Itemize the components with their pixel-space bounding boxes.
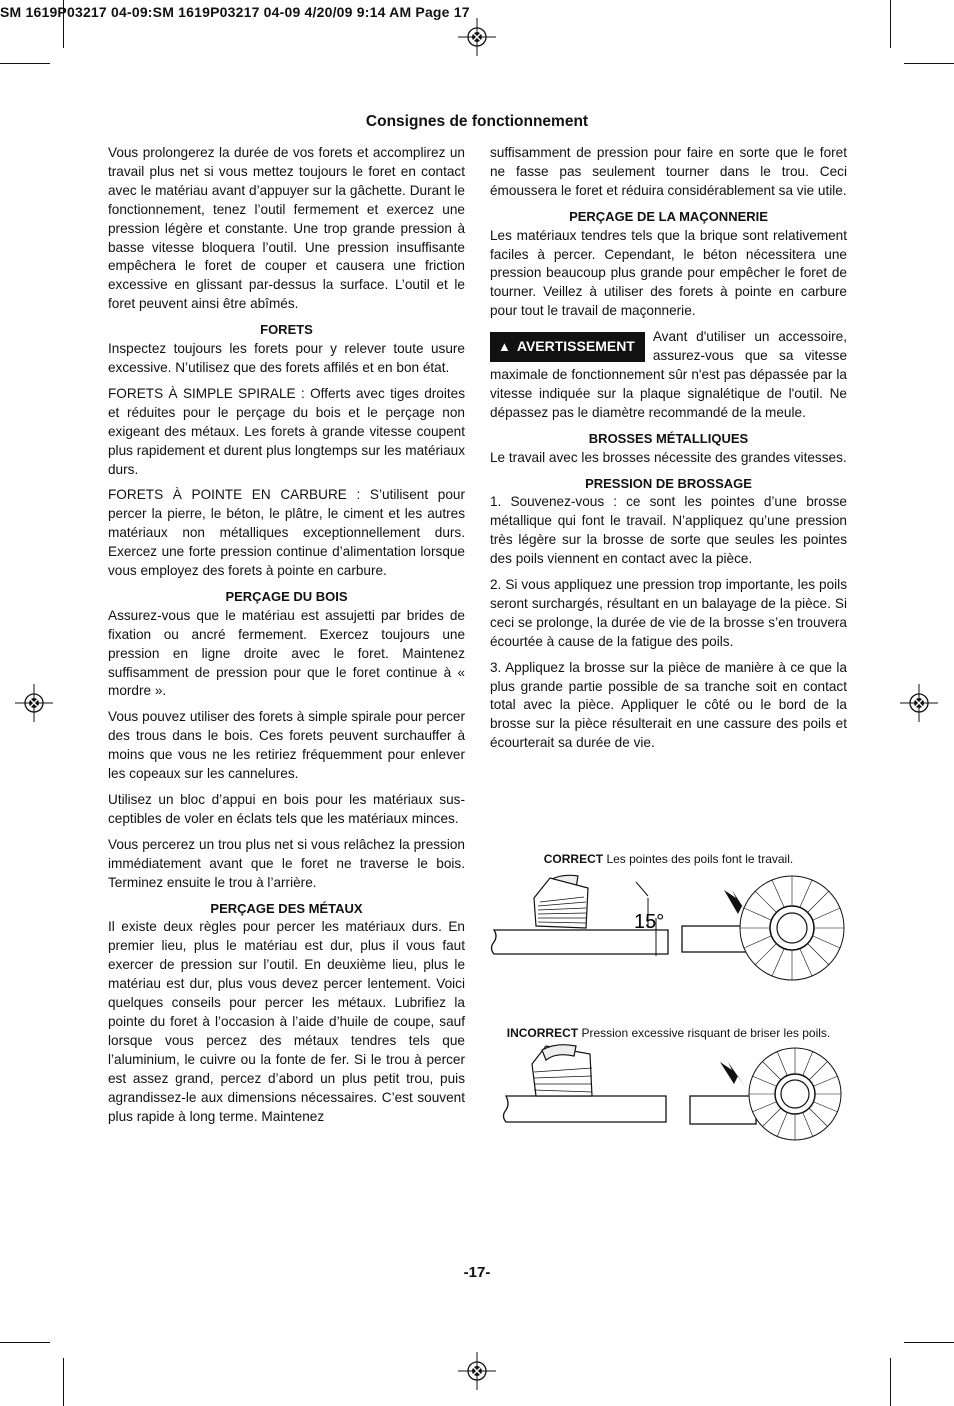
paragraph: Les matériaux tendres tels que la brique sont relativement faciles à percer. Cependant, le béton nécessitera une pression beaucoup plus grande pour empêcher le foret de tourner. Veillez à utiliser des forets à pointe en carbure pour tout le travail de maçonnerie. (490, 227, 847, 319)
warning-label-text: AVERTISSEMENT (516, 338, 635, 355)
incorrect-brushing-illustration (500, 1042, 850, 1152)
paragraph: Le travail avec les brosses nécessite des grandes vitesses. (490, 449, 847, 465)
section-heading: PRESSION DE BROSSAGE (585, 475, 752, 491)
warning-label (490, 332, 645, 362)
figure-caption-incorrect (490, 1025, 847, 1041)
crop-mark (0, 63, 50, 64)
left-column (108, 144, 465, 1133)
paragraph: Utilisez un bloc d’appui en bois pour les matériaux sus-ceptibles de voler en éclats tels que les matériaux minces. (108, 792, 465, 826)
caption-text: Les pointes des poils font le travail. (606, 852, 794, 866)
page-title: Consignes de fonctionnement (365, 113, 589, 130)
angle-label: 15° (634, 911, 665, 933)
paragraph: FORETS À POINTE EN CARBURE : S’utilisent pour percer la pierre, le béton, le plâtre, le ciment et les autres matériaux non métalliques exceptionnellement durs. Exercez une forte pression continue d’alimentation lorsque vous employez des forets à pointe en carbure. (108, 487, 465, 579)
registration-mark-icon (458, 1352, 496, 1390)
warning-text: Avant d'utiliser un accessoire, assurez-vous que sa vitesse maximale de fonctionnement sûr n'est pas dépassée par la vitesse indiquée sur la plaque signalétique de l'outil. Ne dépassez pas le diamètre recommandé de la meule. (490, 329, 847, 420)
paragraph: 2. Si vous appliquez une pression trop importante, les poils seront surchargés, résultant en un balayage de la pièce. Si ceci se prolonge, la durée de vie de la brosse s’en trouvera écourtée à cause de la fatigue des poils. (490, 577, 847, 649)
paragraph: Vous pouvez utiliser des forets à simple spirale pour percer des trous dans le bois. Ces forets peuvent surchauffer à moins que vous ne les retiriez fréquemment pour enlever les copeaux sur les cannelures. (108, 709, 465, 782)
caption-label: CORRECT (543, 852, 604, 866)
paragraph: Vous percerez un trou plus net si vous relâchez la pression immédiatement avant que le foret ne traverse le bois. Terminez ensuite le trou à l’arrière. (108, 836, 465, 890)
page-number: -17- (463, 1264, 491, 1281)
section-heading: BROSSES MÉTALLIQUES (588, 430, 749, 446)
section-heading: PERÇAGE DU BOIS (225, 588, 348, 604)
paragraph: suffisamment de pression pour faire en sorte que le foret ne fasse pas seulement tourner dans le trou. Ceci émoussera le foret et réduira considérablement sa vie utile. (490, 145, 847, 198)
paragraph: FORETS À SIMPLE SPIRALE : Offerts avec tiges droites et réduites pour le perçage du bois et le perçage non exigeant des métaux. Les forets à grande vitesse coupent plus rapidement et durent plus longtemps sur les matériaux durs. (108, 385, 465, 477)
warning-block (490, 328, 847, 423)
right-column (490, 144, 847, 760)
section-heading: FORETS (260, 322, 313, 338)
paragraph: 1. Souvenez-vous : ce sont les pointes d’une brosse métallique qui font le travail. N’appliquez qu’une pression très légère sur la brosse de sorte que seules les pointes des poils viennent en contact avec la pièce. (490, 494, 847, 567)
section-heading: PERÇAGE DE LA MAÇONNERIE (569, 208, 768, 224)
paragraph: Vous prolongerez la durée de vos forets et accomplirez un travail plus net si vous mettez toujours le foret en contact avec le matériau avant d’appuyer sur la gâchette. Durant le fonctionnement, tenez l’outil fermement et exercez une pression légère et constante. Une trop grande pression à basse vitesse bloquera l’outil. Une pression insuffisante empêchera le foret de couper et causera une friction excessive en glissant par-dessus la surface. L’outil et le foret peuvent ainsi être abîmés. (108, 145, 465, 312)
print-slug: SM 1619P03217 04-09:SM 1619P03217 04-09 4/20/09 9:14 AM Page 17 (0, 4, 470, 20)
paragraph: 3. Appliquez la brosse sur la pièce de manière à ce que la plus grande partie possible de sa tranche soit en contact total avec la pièce. Appliquer le côté ou le bord de la brosse sur la pièce résulterait en une cassure des poils et écourterait sa durée de vie. (490, 659, 847, 751)
crop-mark (890, 0, 891, 48)
crop-mark (890, 1358, 891, 1406)
crop-mark (904, 63, 954, 64)
correct-brushing-illustration (488, 868, 850, 988)
paragraph: Inspectez toujours les forets pour y relever toute usure excessive. N’utilisez que des forets affilés et en bon état. (108, 341, 465, 375)
registration-mark-icon (15, 684, 53, 722)
registration-mark-icon (900, 684, 938, 722)
figure-caption-correct (490, 851, 847, 867)
crop-mark (0, 1342, 50, 1343)
paragraph: Il existe deux règles pour percer les matériaux durs. En premier lieu, plus le matériau est dur, plus il vous faut exercer de pression sur l’outil. En deuxième lieu, plus le matériau est dur, plus vous devez percer lentement. Voici quelques conseils pour percer les métaux. Lubrifiez la pointe du foret à l’occasion à l’aide d’huile de coupe, sauf lorsque vous percez des métaux tendres tels que l’aluminium, le cuivre ou la fonte de fer. Si le trou à percer est assez grand, percez d’abord un plus petit trou, puis agrandissez-le aux dimensions nécessaires. C’est souvent plus rapide à long terme. Maintenez (108, 919, 465, 1124)
section-heading: PERÇAGE DES MÉTAUX (210, 900, 363, 916)
crop-mark (63, 1358, 64, 1406)
warning-triangle-icon: ▲ (498, 339, 511, 355)
registration-mark-icon (458, 18, 496, 56)
caption-text: Pression excessive risquant de briser les poils. (581, 1026, 831, 1040)
caption-label: INCORRECT (506, 1026, 579, 1040)
crop-mark (904, 1342, 954, 1343)
paragraph: Assurez-vous que le matériau est assujetti par brides de fixation ou ancré fermement. Exercez toujours une pression en ligne droite avec le foret. Maintenez suffisamment de pression pour que le foret continue à « mordre ». (108, 607, 465, 699)
